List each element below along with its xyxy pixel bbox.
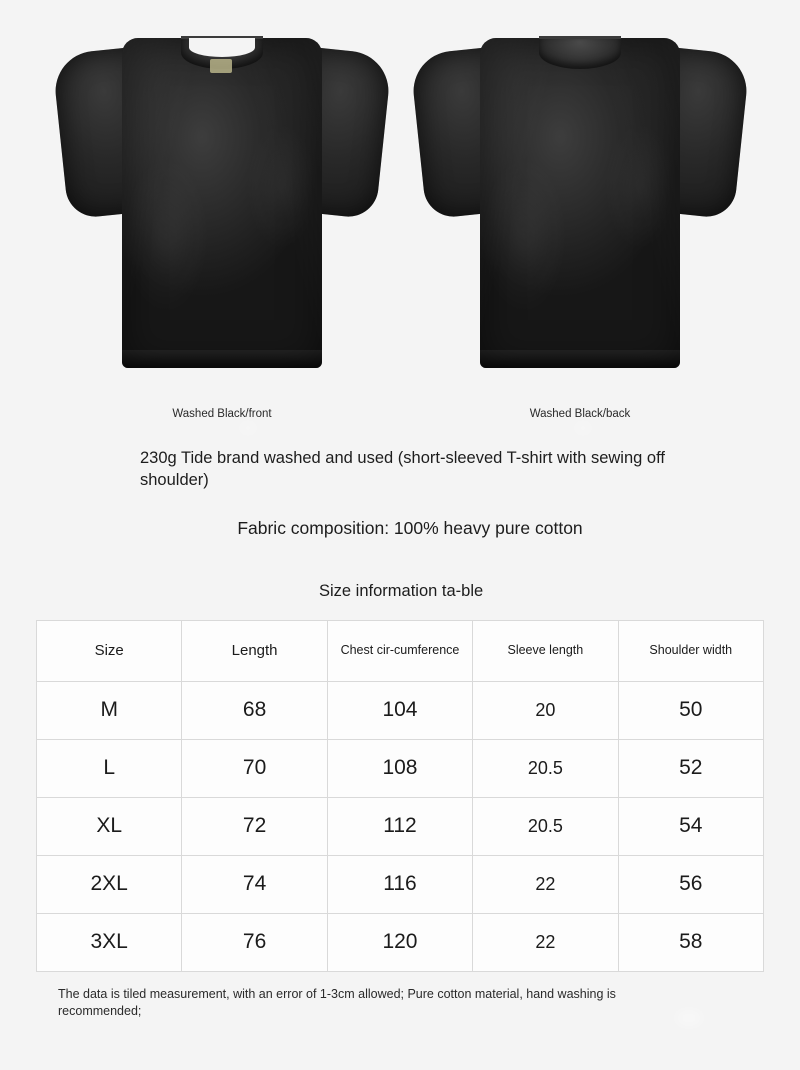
product-description: [50, 448, 750, 539]
table-row: [37, 855, 764, 913]
table-row: [37, 913, 764, 971]
tshirt-hem: [480, 350, 680, 368]
cell-shoulder: 56: [618, 855, 763, 913]
product-image-front[interactable]: [52, 20, 392, 420]
tshirt-collar: [539, 36, 621, 69]
size-table-title: [0, 581, 800, 602]
neck-tag-icon: [210, 59, 232, 73]
product-image-back-caption: Washed Black/back: [529, 408, 631, 420]
table-row: [37, 797, 764, 855]
cell-sleeve: 20.5: [473, 797, 618, 855]
cell-sleeve: 20: [473, 681, 618, 739]
tshirt-body: [480, 38, 680, 368]
cell-chest: 120: [327, 913, 472, 971]
watermark-blob: [575, 424, 591, 432]
cell-size: L: [37, 739, 182, 797]
cell-chest: 116: [327, 855, 472, 913]
description-title: 230g Tide brand washed and used (short-sleeved T-shirt with sewing off shoulder): [140, 449, 665, 489]
product-image-gallery: [0, 0, 800, 420]
column-header-size: Size: [37, 620, 182, 681]
column-header-shoulder: Shoulder width: [618, 620, 763, 681]
cell-sleeve: 22: [473, 913, 618, 971]
cell-chest: 108: [327, 739, 472, 797]
table-header-row: [37, 620, 764, 681]
tshirt-collar-opening: [189, 38, 255, 57]
cell-length: 74: [182, 855, 327, 913]
cell-shoulder: 54: [618, 797, 763, 855]
fabric-composition: Fabric composition: 100% heavy pure cotton: [237, 517, 583, 538]
column-header-sleeve: Sleeve length: [473, 620, 618, 681]
cell-size: M: [37, 681, 182, 739]
cell-chest: 104: [327, 681, 472, 739]
column-header-length: Length: [182, 620, 327, 681]
cell-shoulder: 52: [618, 739, 763, 797]
tshirt-body: [122, 38, 322, 368]
table-row: [37, 739, 764, 797]
size-table-title-text: Size information ta-ble: [319, 581, 484, 600]
cell-shoulder: 58: [618, 913, 763, 971]
cell-chest: 112: [327, 797, 472, 855]
cell-length: 72: [182, 797, 327, 855]
watermark-blob: [676, 1012, 702, 1024]
cell-sleeve: 20.5: [473, 739, 618, 797]
cell-length: 70: [182, 739, 327, 797]
tshirt-front-illustration: [52, 20, 392, 390]
watermark-blob: [240, 424, 256, 432]
cell-length: 68: [182, 681, 327, 739]
product-image-front-caption: Washed Black/front: [172, 408, 272, 420]
product-image-back[interactable]: [410, 20, 750, 420]
cell-sleeve: 22: [473, 855, 618, 913]
cell-length: 76: [182, 913, 327, 971]
cell-size: 2XL: [37, 855, 182, 913]
size-information-table: [36, 620, 764, 972]
tshirt-back-illustration: [410, 20, 750, 390]
cell-shoulder: 50: [618, 681, 763, 739]
cell-size: XL: [37, 797, 182, 855]
size-table-header: [37, 620, 764, 681]
table-row: [37, 681, 764, 739]
cell-size: 3XL: [37, 913, 182, 971]
size-table-body: [37, 681, 764, 971]
size-table-note: The data is tiled measurement, with an error of 1-3cm allowed; Pure cotton material, hand washing is recommended;: [58, 986, 616, 1018]
column-header-chest: Chest cir-cumference: [327, 620, 472, 681]
tshirt-hem: [122, 350, 322, 368]
